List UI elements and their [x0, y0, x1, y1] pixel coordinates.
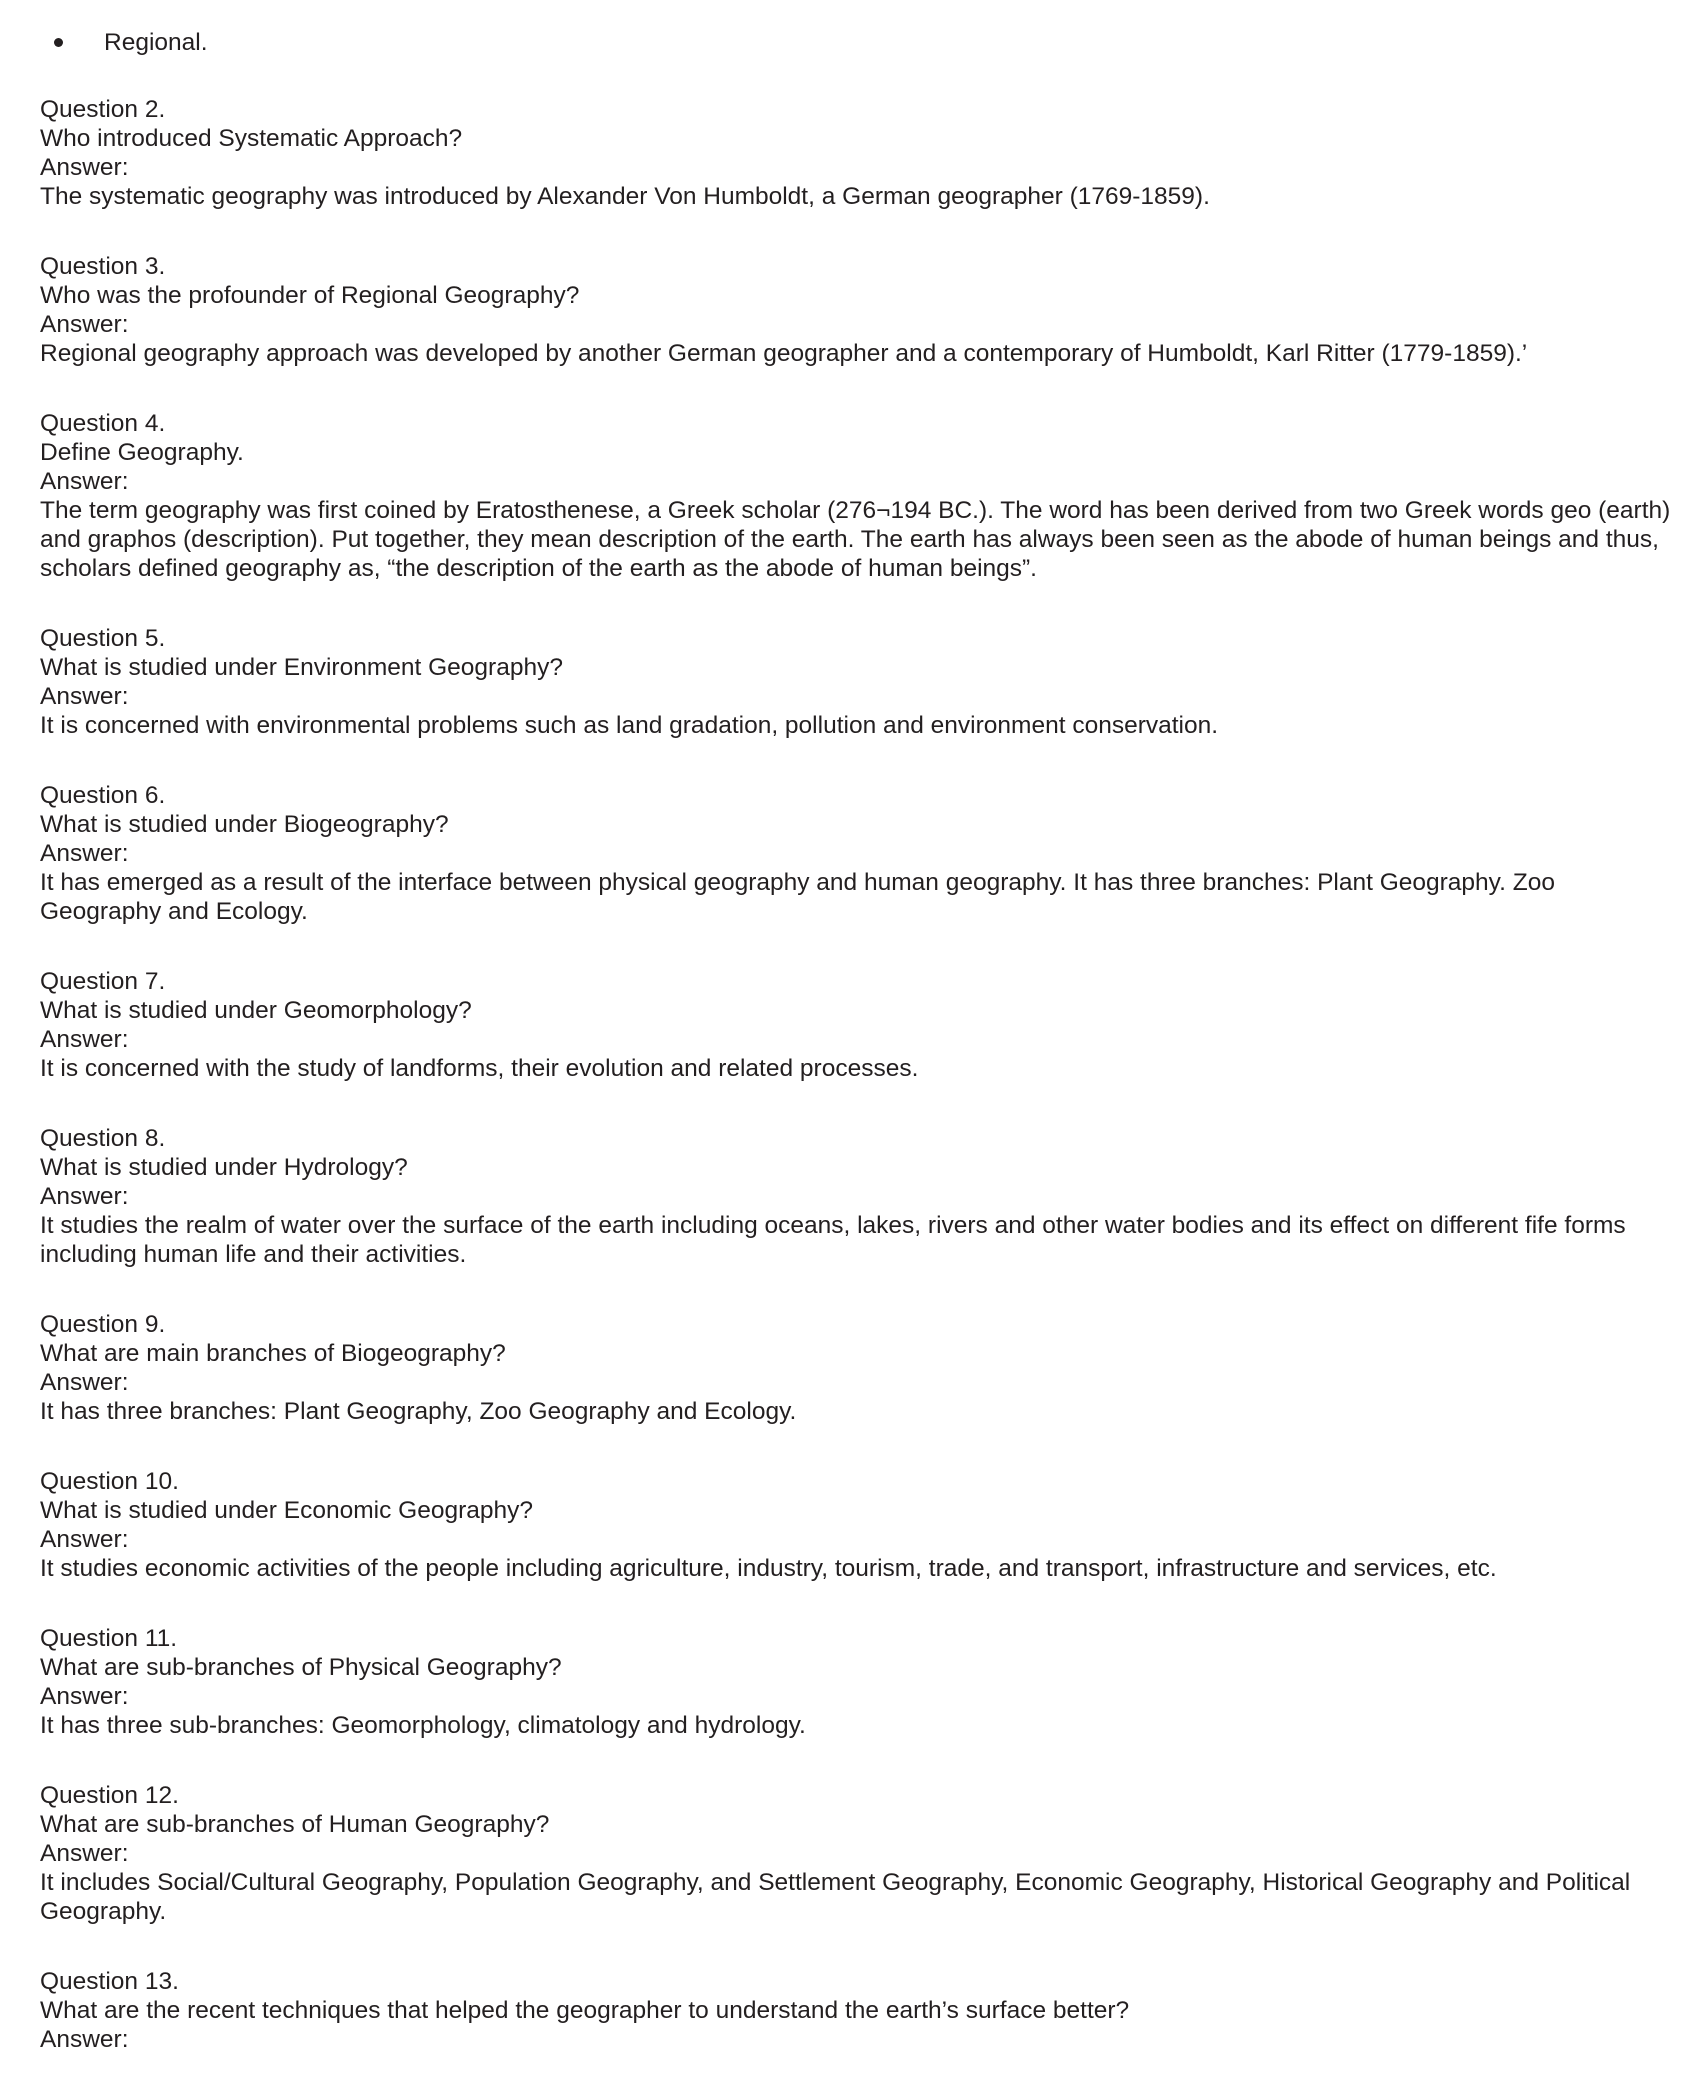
qa-block-8: [40, 1124, 1680, 1269]
answer-label: Answer:: [40, 683, 129, 710]
question-text: What are sub-branches of Human Geography?: [40, 1811, 550, 1838]
answer-text: It studies the realm of water over the surface of the earth including oceans, lakes, rivers and other water bodies and its effect on different fife forms including human life and their activities.: [40, 1212, 1626, 1268]
question-text: What is studied under Biogeography?: [40, 811, 449, 838]
qa-block-13: [40, 1967, 1680, 2054]
question-number: Question 2.: [40, 96, 166, 123]
question-text: What is studied under Economic Geography?: [40, 1497, 533, 1524]
bullet-text: Regional.: [104, 29, 208, 56]
question-text: Who was the profounder of Regional Geography?: [40, 282, 580, 309]
answer-text: The systematic geography was introduced by Alexander Von Humboldt, a German geographer (1769-1859).: [40, 183, 1210, 210]
qa-block-5: [40, 624, 1680, 740]
qa-block-10: [40, 1467, 1680, 1583]
answer-label: Answer:: [40, 1683, 129, 1710]
question-number: Question 3.: [40, 253, 166, 280]
question-number: Question 10.: [40, 1468, 179, 1495]
question-number: Question 11.: [40, 1625, 178, 1652]
question-text: What are main branches of Biogeography?: [40, 1340, 506, 1367]
question-text: What are sub-branches of Physical Geography?: [40, 1654, 562, 1681]
answer-label: Answer:: [40, 1369, 129, 1396]
answer-label: Answer:: [40, 1526, 129, 1553]
answer-label: Answer:: [40, 840, 129, 867]
answer-text: It has emerged as a result of the interface between physical geography and human geography. It has three branches: Plant Geography. Zoo Geography and Ecology.: [40, 869, 1555, 925]
answer-text: The term geography was first coined by Eratosthenese, a Greek scholar (276¬194 BC.). The word has been derived from two Greek words geo (earth) and graphos (description). Put together, they mean description of the earth. The earth has always been seen as the abode of human beings and thus, scholars defined geography as, “the description of the earth as the abode of human beings”.: [40, 497, 1671, 582]
qa-block-6: [40, 781, 1680, 926]
question-number: Question 13.: [40, 1968, 179, 1995]
answer-text: It studies economic activities of the people including agriculture, industry, tourism, trade, and transport, infrastructure and services, etc.: [40, 1555, 1497, 1582]
answer-label: Answer:: [40, 468, 129, 495]
question-text: Define Geography.: [40, 439, 244, 466]
question-number: Question 7.: [40, 968, 166, 995]
answer-label: Answer:: [40, 154, 129, 181]
question-text: What is studied under Geomorphology?: [40, 997, 472, 1024]
answer-text: It has three sub-branches: Geomorphology, climatology and hydrology.: [40, 1712, 806, 1739]
qa-block-9: [40, 1310, 1680, 1426]
question-number: Question 5.: [40, 625, 166, 652]
answer-label: Answer:: [40, 311, 129, 338]
question-number: Question 6.: [40, 782, 166, 809]
bullet-icon: [54, 38, 63, 47]
qa-block-7: [40, 967, 1680, 1083]
answer-text: It is concerned with the study of landforms, their evolution and related processes.: [40, 1055, 919, 1082]
question-number: Question 4.: [40, 410, 166, 437]
question-number: Question 12.: [40, 1782, 179, 1809]
document-page: [40, 28, 1680, 2095]
qa-block-3: [40, 252, 1680, 368]
answer-text: It has three branches: Plant Geography, Zoo Geography and Ecology.: [40, 1398, 797, 1425]
qa-block-2: [40, 95, 1680, 211]
question-text: Who introduced Systematic Approach?: [40, 125, 463, 152]
answer-label: Answer:: [40, 1026, 129, 1053]
question-text: What is studied under Environment Geography?: [40, 654, 563, 681]
qa-block-4: [40, 409, 1680, 583]
answer-label: Answer:: [40, 2026, 129, 2053]
bullet-list-item: [40, 28, 1680, 57]
question-number: Question 9.: [40, 1311, 166, 1338]
question-number: Question 8.: [40, 1125, 166, 1152]
answer-text: Regional geography approach was developed by another German geographer and a contemporary of Humboldt, Karl Ritter (1779-1859).’: [40, 340, 1528, 367]
qa-block-11: [40, 1624, 1680, 1740]
answer-text: It is concerned with environmental problems such as land gradation, pollution and environment conservation.: [40, 712, 1219, 739]
question-text: What are the recent techniques that helped the geographer to understand the earth’s surface better?: [40, 1997, 1130, 2024]
answer-label: Answer:: [40, 1183, 129, 1210]
qa-block-12: [40, 1781, 1680, 1926]
answer-label: Answer:: [40, 1840, 129, 1867]
question-text: What is studied under Hydrology?: [40, 1154, 408, 1181]
answer-text: It includes Social/Cultural Geography, Population Geography, and Settlement Geography, Economic Geography, Historical Geography and Political Geography.: [40, 1869, 1631, 1925]
